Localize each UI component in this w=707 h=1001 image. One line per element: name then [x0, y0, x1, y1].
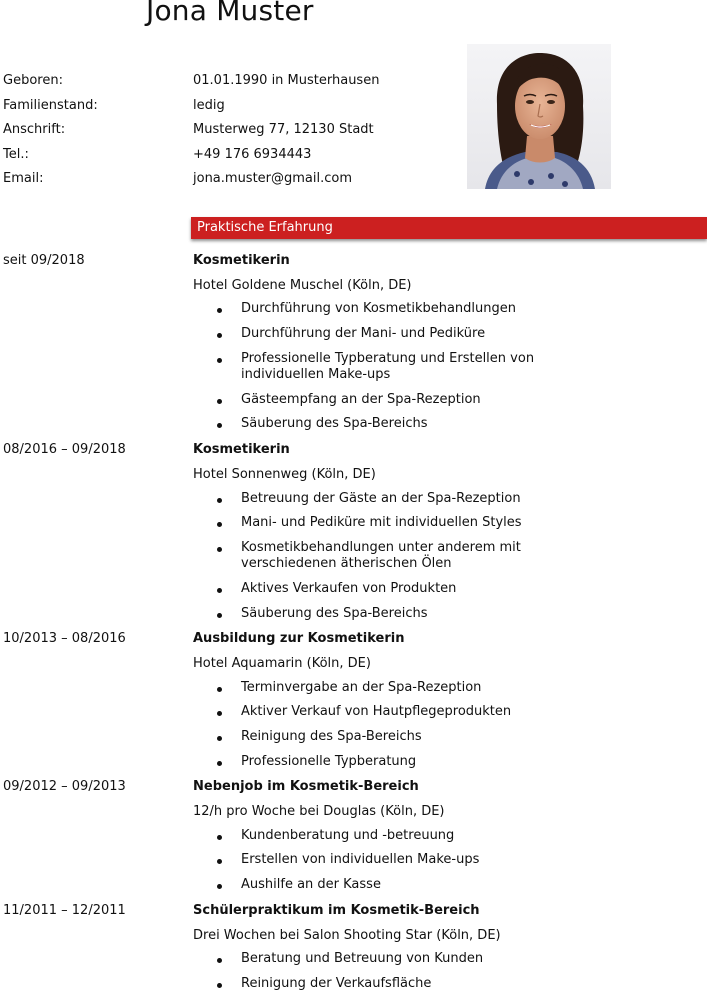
bullet-icon — [217, 859, 222, 864]
entry-company: Hotel Aquamarin (Köln, DE) — [193, 655, 371, 671]
bullet-text: Säuberung des Spa-Bereichs — [241, 416, 428, 432]
entry-company: 12/h pro Woche bei Douglas (Köln, DE) — [193, 804, 445, 820]
bullet-item — [3, 416, 707, 441]
personal-row-email — [3, 170, 463, 195]
entry-bullets — [3, 951, 707, 1000]
bullet-text: Professionelle Typberatung und Erstellen von individuellen Make-ups — [241, 350, 535, 383]
bullet-icon — [217, 958, 222, 963]
bullet-item — [3, 976, 707, 1001]
bullet-item — [3, 754, 707, 779]
personal-label: Tel.: — [3, 146, 29, 162]
bullet-text: Aktiver Verkauf von Hautpflegeprodukten — [241, 704, 512, 720]
experience-entry — [3, 441, 707, 630]
experience-entry — [3, 902, 707, 1001]
bullet-item — [3, 581, 707, 606]
bullet-icon — [217, 711, 222, 716]
bullet-icon — [217, 761, 222, 766]
profile-photo — [467, 44, 611, 189]
entry-bullets — [3, 680, 707, 779]
bullet-text: Betreuung der Gäste an der Spa-Rezeption — [241, 490, 521, 506]
entry-date: 09/2012 – 09/2013 — [3, 779, 126, 795]
entry-date: 08/2016 – 09/2018 — [3, 442, 126, 458]
entry-bullets — [3, 301, 707, 441]
bullet-item — [3, 540, 707, 581]
bullet-icon — [217, 588, 222, 593]
bullet-text: Aktives Verkaufen von Produkten — [241, 580, 457, 596]
bullet-icon — [217, 547, 222, 552]
bullet-item — [3, 828, 707, 853]
bullet-item — [3, 852, 707, 877]
bullet-text: Erstellen von individuellen Make-ups — [241, 852, 480, 868]
bullet-icon — [217, 498, 222, 503]
personal-value: +49 176 6934443 — [193, 146, 312, 162]
experience-entry — [3, 252, 707, 441]
bullet-item — [3, 606, 707, 631]
bullet-text: Reinigung der Verkaufsfläche — [241, 975, 432, 991]
entry-company: Hotel Sonnenweg (Köln, DE) — [193, 466, 376, 482]
bullet-icon — [217, 884, 222, 889]
bullet-text: Kosmetikbehandlungen unter anderem mit verschiedenen ätherischen Ölen — [241, 539, 521, 572]
bullet-text: Professionelle Typberatung — [241, 753, 417, 769]
personal-value: Musterweg 77, 12130 Stadt — [193, 122, 374, 137]
bullet-icon — [217, 613, 222, 618]
personal-label: Geboren: — [3, 73, 63, 88]
bullet-icon — [217, 399, 222, 404]
experience-entry — [3, 778, 707, 901]
bullet-item — [3, 877, 707, 902]
experience-list — [3, 252, 707, 1001]
personal-row-address — [3, 121, 463, 146]
bullet-item — [3, 392, 707, 417]
entry-title: Schülerpraktikum im Kosmetik-Bereich — [193, 902, 480, 918]
entry-bullets — [3, 491, 707, 631]
bullet-text: Beratung und Betreuung von Kunden — [241, 951, 484, 967]
bullet-text: Gästeempfang an der Spa-Rezeption — [241, 391, 481, 407]
bullet-item — [3, 951, 707, 976]
bullet-text: Säuberung des Spa-Bereichs — [241, 605, 428, 621]
bullet-icon — [217, 333, 222, 338]
entry-title: Kosmetikerin — [193, 253, 290, 268]
personal-label: Familienstand: — [3, 97, 98, 113]
personal-label: Email: — [3, 171, 44, 186]
personal-row-marital-status — [3, 97, 463, 122]
bullet-item — [3, 491, 707, 516]
entry-date: seit 09/2018 — [3, 253, 85, 268]
bullet-item — [3, 301, 707, 326]
personal-row-phone — [3, 146, 463, 171]
personal-value: 01.01.1990 in Musterhausen — [193, 73, 380, 88]
bullet-text: Durchführung der Mani- und Pediküre — [241, 326, 486, 342]
bullet-text: Kundenberatung und -betreuung — [241, 827, 455, 843]
personal-label: Anschrift: — [3, 122, 66, 137]
personal-details — [3, 72, 463, 195]
personal-value: ledig — [193, 97, 225, 113]
entry-date: 10/2013 – 08/2016 — [3, 631, 126, 647]
experience-entry — [3, 630, 707, 778]
bullet-icon — [217, 423, 222, 428]
entry-company: Hotel Goldene Muschel (Köln, DE) — [193, 277, 412, 293]
section-header-experience — [191, 217, 707, 239]
entry-title: Nebenjob im Kosmetik-Bereich — [193, 779, 419, 795]
bullet-icon — [217, 358, 222, 363]
bullet-icon — [217, 522, 222, 527]
bullet-icon — [217, 308, 222, 313]
bullet-icon — [217, 835, 222, 840]
entry-bullets — [3, 828, 707, 902]
entry-title: Kosmetikerin — [193, 442, 290, 458]
bullet-text: Durchführung von Kosmetikbehandlungen — [241, 301, 517, 317]
bullet-icon — [217, 983, 222, 988]
section-title: Praktische Erfahrung — [197, 220, 333, 235]
bullet-item — [3, 729, 707, 754]
bullet-item — [3, 326, 707, 351]
bullet-item — [3, 680, 707, 705]
entry-company: Drei Wochen bei Salon Shooting Star (Köln, DE) — [193, 927, 501, 943]
personal-value: jona.muster@gmail.com — [193, 171, 353, 186]
bullet-icon — [217, 736, 222, 741]
bullet-item — [3, 515, 707, 540]
bullet-text: Terminvergabe an der Spa-Rezeption — [241, 679, 482, 695]
personal-row-birth — [3, 72, 463, 97]
applicant-name: Jona Muster — [146, 0, 314, 27]
bullet-icon — [217, 687, 222, 692]
bullet-item — [3, 704, 707, 729]
bullet-item — [3, 351, 707, 392]
bullet-text: Mani- und Pediküre mit individuellen Styles — [241, 515, 522, 531]
bullet-text: Reinigung des Spa-Bereichs — [241, 729, 422, 744]
bullet-text: Aushilfe an der Kasse — [241, 877, 381, 893]
entry-title: Ausbildung zur Kosmetikerin — [193, 631, 405, 647]
entry-date: 11/2011 – 12/2011 — [3, 902, 126, 918]
